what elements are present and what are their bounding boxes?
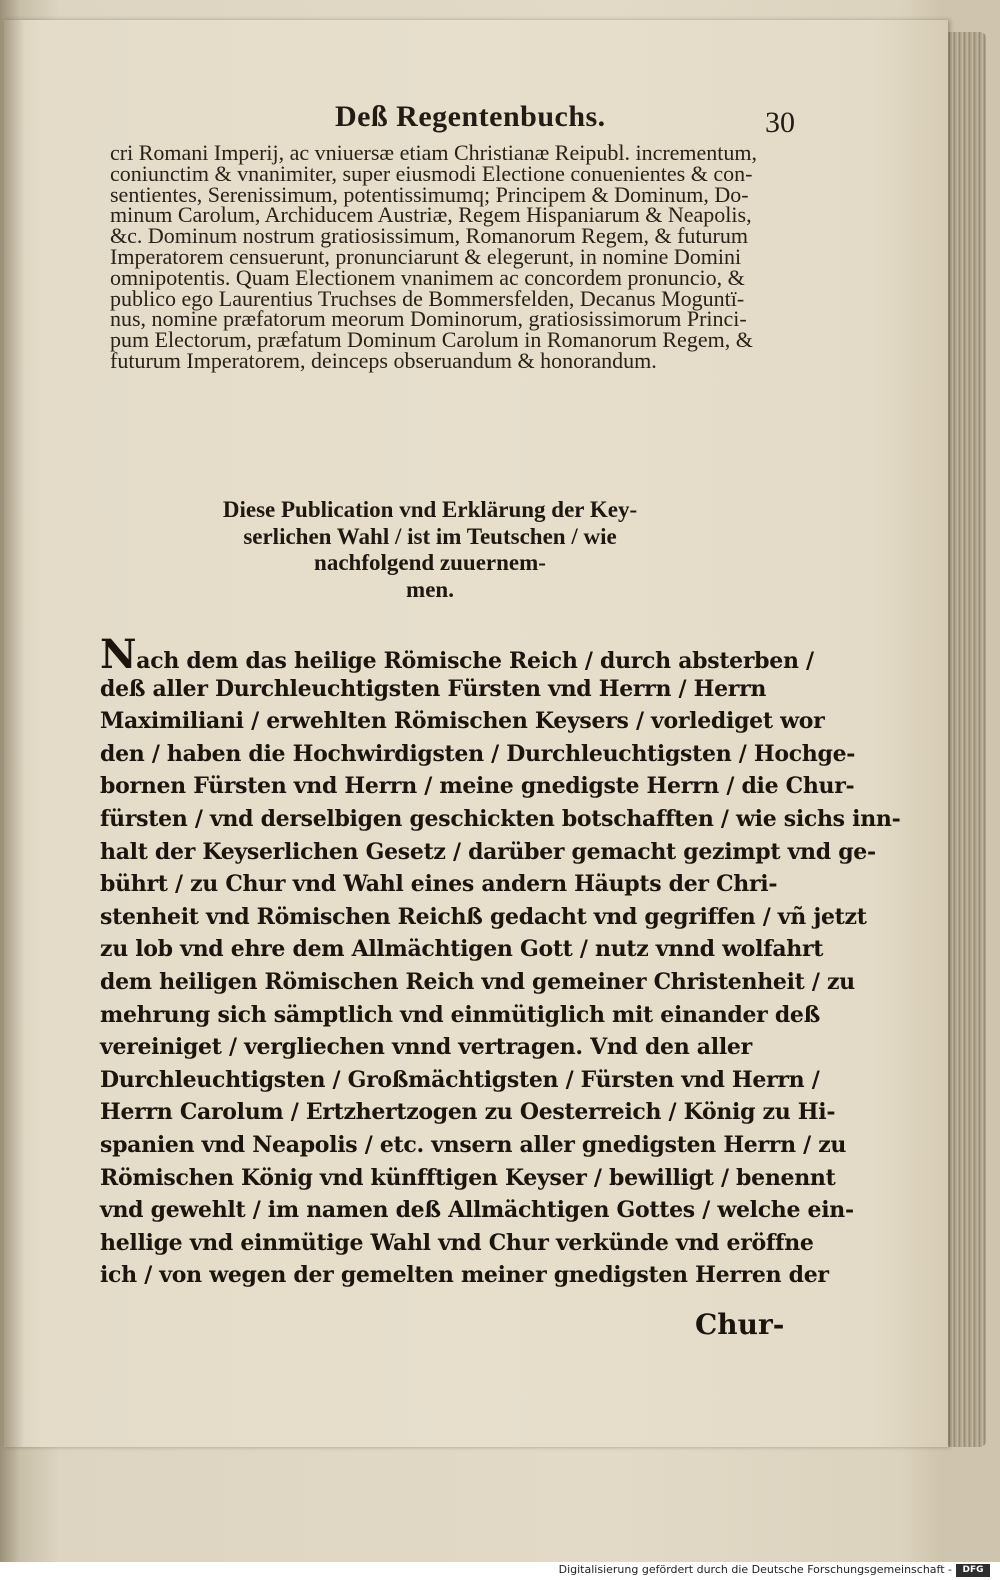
- heading-line: serlichen Wahl / ist im Teutschen / wie: [243, 523, 617, 549]
- body-line: spanien vnd Neapolis / etc. vnsern aller gnedigsten Herrn / zu: [100, 1131, 847, 1158]
- heading-line: nachfolgend zuuernem-: [314, 550, 546, 576]
- latin-line: minum Carolum, Archiducem Austriæ, Regem Hispaniarum & Neapolis,: [110, 202, 752, 228]
- body-line: Maximiliani / erwehlten Römischen Keysers / vorlediget wor: [100, 708, 825, 735]
- body-line: den / haben die Hochwirdigsten / Durchleuchtigsten / Hochge-: [100, 740, 856, 767]
- latin-line: nus, nomine præfatorum meorum Dominorum, gratiosissimorum Princi-: [110, 306, 747, 332]
- latin-line: Imperatorem censuerunt, pronunciarunt & elegerunt, in nomine Domini: [110, 243, 742, 269]
- body-line: dem heiligen Römischen Reich vnd gemeiner Christenheit / zu: [100, 968, 855, 995]
- body-first-line: [100, 631, 814, 678]
- latin-line: omnipotentis. Quam Electionem vnanimem ac concordem pronuncio, &: [110, 264, 745, 290]
- body-line: halt der Keyserlichen Gesetz / darüber gemacht gezimpt vnd ge-: [100, 838, 876, 865]
- gutter-shadow: [4, 20, 24, 1447]
- body-line: Herrn Carolum / Ertzhertzogen zu Oesterreich / König zu Hi-: [100, 1099, 836, 1126]
- latin-line: sentientes, Serenissimum, potentissimumq; Principem & Dominum, Do-: [110, 181, 749, 207]
- page-number: 30: [765, 106, 795, 139]
- heading-line: men.: [406, 576, 454, 602]
- body-line: vnd gewehlt / im namen deß Allmächtigen Gottes / welche ein-: [100, 1197, 854, 1224]
- section-heading: [150, 497, 710, 603]
- latin-line: publico ego Laurentius Truchses de Bommersfelden, Decanus Moguntï-: [110, 285, 745, 311]
- body-line: bornen Fürsten vnd Herrn / meine gnedigste Herrn / die Chur-: [100, 773, 855, 800]
- body-line: mehrung sich sämptlich vnd einmütiglich mit einander deß: [100, 1001, 821, 1028]
- latin-text-block: [110, 140, 800, 373]
- latin-line: pum Electorum, præfatum Dominum Carolum in Romanorum Regem, &: [110, 327, 753, 353]
- drop-capital: N: [100, 631, 137, 678]
- body-line: hellige vnd einmütige Wahl vnd Chur verkünde vnd eröffne: [100, 1229, 814, 1256]
- body-line: zu lob vnd ehre dem Allmächtigen Gott / nutz vnnd wolfahrt: [100, 936, 824, 963]
- body-line: stenheit vnd Römischen Reichß gedacht vnd gegriffen / vñ jetzt: [100, 903, 867, 930]
- body-line: ich / von wegen der gemelten meiner gnedigsten Herren der: [100, 1262, 829, 1289]
- body-line-text: ach dem das heilige Römische Reich / durch absterben /: [136, 648, 814, 674]
- heading-line: Diese Publication vnd Erklärung der Key-: [222, 497, 638, 522]
- running-head: Deß Regentenbuchs.: [335, 100, 606, 133]
- latin-line: &c. Dominum nostrum gratiosissimum, Romanorum Regem, & futurum: [110, 223, 748, 249]
- body-line: Römischen König vnd künfftigen Keyser / bewilligt / benennt: [100, 1164, 836, 1191]
- dfg-logo: DFG: [956, 1564, 990, 1577]
- latin-line: futurum Imperatorem, deinceps obseruandum & honorandum.: [110, 347, 657, 373]
- body-line: fürsten / vnd derselbigen geschickten botschafften / wie sichs inn-: [100, 805, 901, 832]
- fraktur-body-text: [100, 631, 901, 1292]
- body-line: bührt / zu Chur vnd Wahl eines andern Häupts der Chri-: [100, 871, 778, 898]
- page-edges: [946, 32, 986, 1447]
- body-line: vereiniget / vergliechen vnnd vertragen. Vnd den aller: [100, 1034, 752, 1061]
- body-line: deß aller Durchleuchtigsten Fürsten vnd Herrn / Herrn: [100, 675, 767, 702]
- body-line: Durchleuchtigsten / Großmächtigsten / Fürsten vnd Herrn /: [100, 1066, 820, 1093]
- funding-credit: Digitalisierung gefördert durch die Deutsche Forschungsgemeinschaft -: [558, 1563, 952, 1576]
- catchword: Chur-: [695, 1308, 785, 1341]
- latin-line: cri Romani Imperij, ac vniuersæ etiam Christianæ Reipubl. incrementum,: [110, 140, 758, 165]
- digitization-footer: [0, 1562, 1000, 1580]
- latin-line: coniunctim & vnanimiter, super eiusmodi Electione conuenientes & con-: [110, 160, 753, 186]
